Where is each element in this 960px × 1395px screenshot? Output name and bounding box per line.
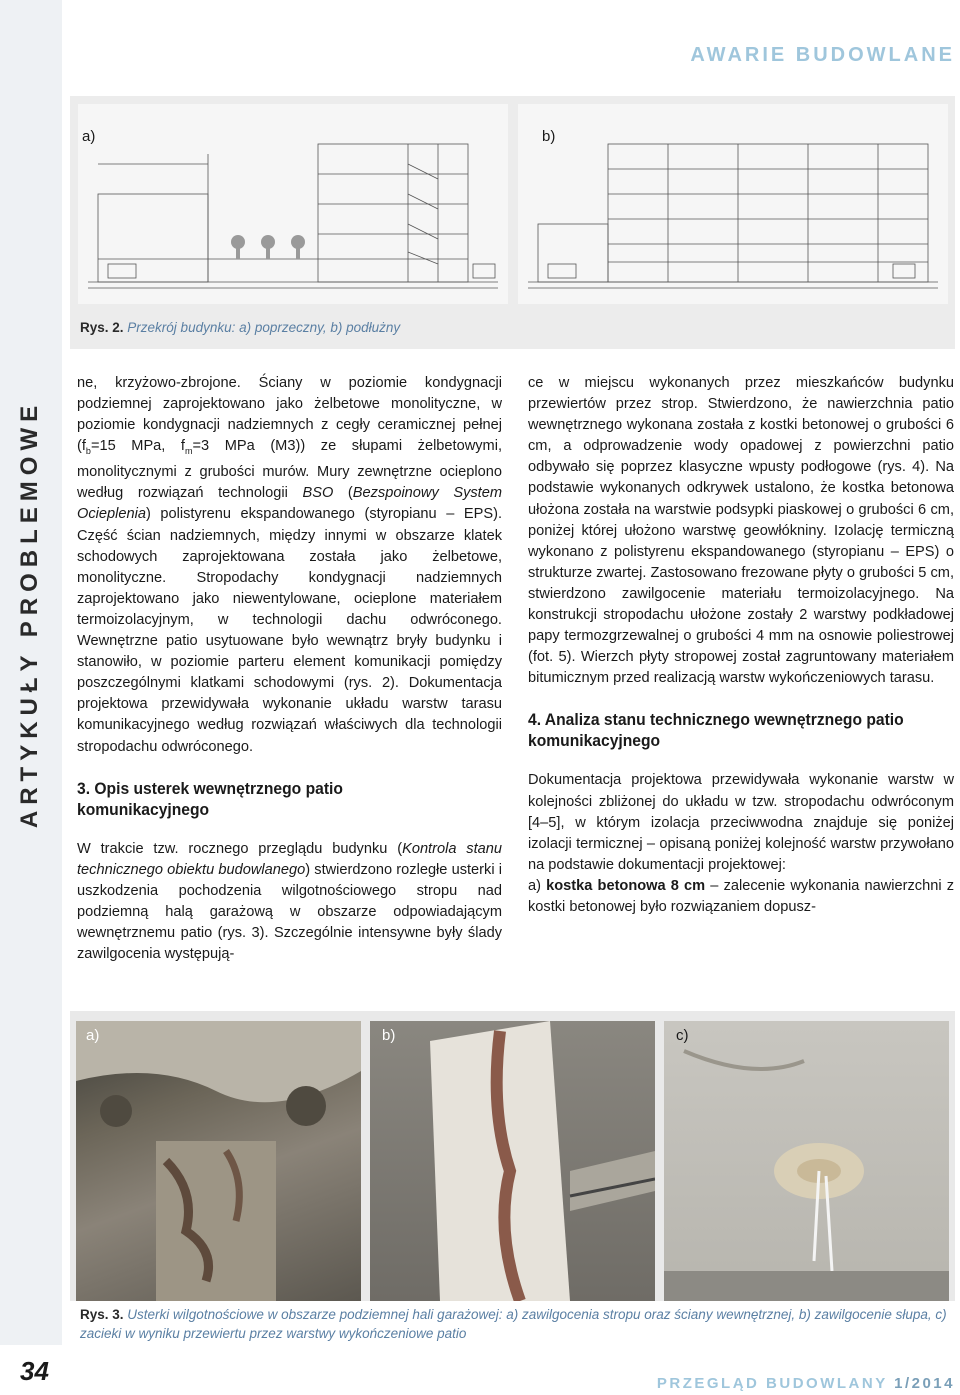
panel-label-a: a) xyxy=(82,128,96,145)
figure-3-caption xyxy=(80,1305,950,1343)
text-run: ce w miejscu wykonanych przez mieszkańców budynku przewiertów przez strop. Stwierdzono, że nawierzchnia patio wewnętrznego wykonana została z kostki betonowej o grubości 6 cm, a odprowadzenie wody opadowej z powierzchni patio odbywało się poprzez klasyczne wpusty podłogowe (rys. 4). Na podstawie wykonanych odkrywek ustalono, że kostka betonowa ułożona została na warstwie podsypki piaskowej o grubości 6 cm, poniżej której ułożono warstwę geowłókniny. Izolację termiczną wykonano z polistyrenu ekspandowanego (styropianu – EPS) o strukturze zwartej. Zastosowano frezowane płyty o grubości 5 cm, stwierdzono zawilgocenie materiału termoizolacyjnego. Na konstrukcji stropodachu ułożone zostały 2 warstwy podkładowej papy termozgrzewalnej o grubości 4 mm na osnowie poliestrowej (fot. 5). Wierzch płyty stropowej został zagruntowany materiałem bitumicznym przed realizacją warstw wykończeniowych tarasu. xyxy=(528,375,954,687)
paragraph xyxy=(77,373,502,758)
longitudinal-section-drawing xyxy=(518,104,948,304)
text-run: Dokumentacja projektowa przewidywała wykonanie warstw w kolejności zbliżonej do układu w tzw. stropodachu odwróconym [4–5], w którym izolacja przeciwwodna znajduje się poniżej izolacji termicznej – opisaną poniżej kolejność warstw przywołano na podstawie dokumentacji projektowej: xyxy=(528,772,954,873)
text-run: – zalecenie wykonania nawierzchni z kostki betonowej było rozwiązaniem dopusz- xyxy=(528,877,955,915)
figure-2-caption xyxy=(80,318,400,337)
photo-label-a: a) xyxy=(86,1027,100,1044)
italic-term: Bezspoinowy System Ocieplenia xyxy=(77,485,502,523)
paragraph xyxy=(528,373,954,689)
photo-b-detail xyxy=(370,1021,655,1301)
footer xyxy=(600,1375,955,1392)
issue-number: 1/2014 xyxy=(894,1375,955,1392)
cross-section-drawing xyxy=(78,104,508,304)
photo-ceiling-moisture xyxy=(76,1021,361,1301)
list-marker: a) xyxy=(528,877,547,894)
paragraph xyxy=(528,770,954,918)
text-run: ) stwierdzono rozległe usterki i uszkodzenia pochodzenia wilgotnościowego stropu nad podziemną halą garażową w obszarze odpowiadającym wewnętrznemu patio (rys. 3). Szczególnie intensywne były ślady zawilgocenia występują- xyxy=(77,861,502,963)
text-run: W trakcie tzw. rocznego przeglądu budynku ( xyxy=(77,840,403,857)
caption-text: Usterki wilgotnościowe w obszarze podziemnej hali garażowej: a) zawilgocenia stropu oraz ściany wewnętrznej, b) zawilgocenie słupa, c) zacieki w wyniku przewiertu przez warstwy wykończeniowe patio xyxy=(80,1307,947,1341)
photo-ceiling-leak xyxy=(664,1021,949,1301)
caption-number: Rys. 3. xyxy=(80,1307,124,1322)
photo-label-c: c) xyxy=(676,1027,689,1044)
left-column xyxy=(77,373,502,965)
figure-3 xyxy=(70,1011,955,1301)
subscript: b xyxy=(85,446,91,457)
subscript: m xyxy=(185,446,193,457)
bold-term: kostka betonowa 8 cm xyxy=(546,877,706,894)
photo-a-detail xyxy=(76,1021,361,1301)
text-run: ne, krzyżowo-zbrojone. Ściany w poziomie kondygnacji podziemnej zaprojektowano jako żelbetowe monolityczne, w poziomie kondygnacji nadziemnych z cegły ceramicznej pełnej (f xyxy=(77,375,502,455)
caption-text: Przekrój budynku: a) poprzeczny, b) podłużny xyxy=(127,320,401,335)
text-run: ( xyxy=(333,485,353,502)
paragraph xyxy=(77,839,502,966)
text-run: ) polistyrenu ekspandowanego (styropianu – EPS). Część ścian nadziemnych, między innymi w obszarze klatek schodowych zaprojektowana została jako żelbetowe, monolityczne. Stropodachy kondygnacji nadziemnych zaprojektowano jako niewentylowane, ocieplone materiałem termoizolacyjnym, w technologii dachu odwróconego. Wewnętrzne patio usytuowane było wewnątrz bryły budynku i stanowiło, w poziomie parteru element komunikacji pomiędzy poszczególnymi klatkami schodowymi (rys. 2). Dokumentacja projektowa przewidywała wykonanie układu warstw tarasu komunikacyjnego według rozwiązań właściwych dla technologii stropodachu odwróconego. xyxy=(77,506,502,755)
italic-term: Kontrola stanu technicznego obiektu budowlanego xyxy=(77,840,502,878)
text-run: =15 MPa, f xyxy=(90,438,185,455)
section-drawing-b xyxy=(518,104,948,304)
section-heading-4: 4. Analiza stanu technicznego wewnętrznego patio komunikacyjnego xyxy=(528,710,904,751)
running-header: AWARIE BUDOWLANE xyxy=(690,44,955,66)
photo-label-b: b) xyxy=(382,1027,396,1044)
photo-c-detail xyxy=(664,1021,949,1301)
right-column xyxy=(528,373,954,918)
section-heading-3: 3. Opis usterek wewnętrznego patio komunikacyjnego xyxy=(77,778,343,819)
italic-term: BSO xyxy=(302,485,334,502)
text-run: =3 MPa (M3)) ze słupami żelbetowymi, monolitycznymi z grubości murów. Mury zewnętrzne ocieplono według rozwiązań technologii xyxy=(77,438,502,502)
figure-2 xyxy=(70,96,955,349)
photo-column-moisture xyxy=(370,1021,655,1301)
section-drawing-a xyxy=(78,104,508,304)
page-number: 34 xyxy=(20,1356,49,1386)
section-label: ARTYKUŁY PROBLEMOWE xyxy=(16,399,43,829)
panel-label-b: b) xyxy=(542,128,556,145)
magazine-name: PRZEGLĄD BUDOWLANY xyxy=(656,1375,888,1392)
caption-number: Rys. 2. xyxy=(80,320,124,335)
